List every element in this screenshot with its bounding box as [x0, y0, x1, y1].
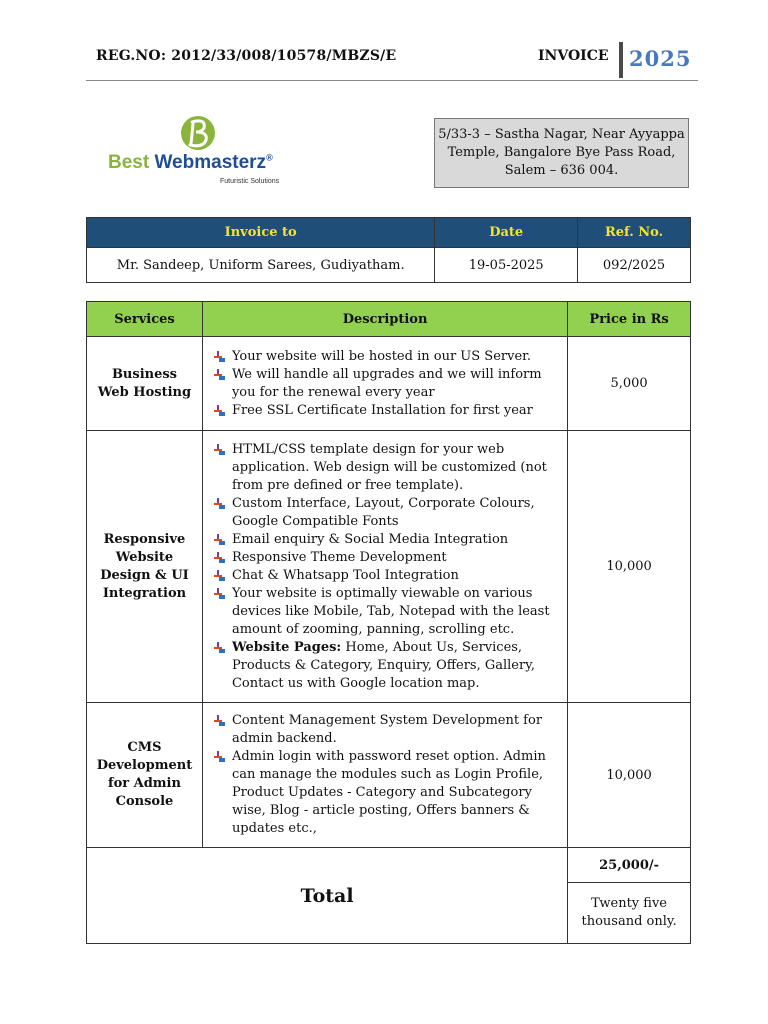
registration-number: REG.NO: 2012/33/008/10578/MBZS/E	[96, 48, 397, 64]
year-divider	[619, 42, 623, 78]
list-item: Custom Interface, Layout, Corporate Colours, Google Compatible Fonts	[214, 495, 558, 531]
list-item: We will handle all upgrades and we will inform you for the renewal every year	[214, 366, 558, 402]
service-description	[202, 703, 567, 848]
company-address: 5/33-3 – Sastha Nagar, Near Ayyappa Temple, Bangalore Bye Pass Road, Salem – 636 004.	[434, 118, 689, 188]
table-row	[87, 431, 691, 703]
service-name: Business Web Hosting	[87, 337, 203, 431]
service-price: 5,000	[568, 337, 691, 431]
logo-brand-name: Best Webmasterz®	[108, 152, 273, 173]
total-label: Total	[87, 848, 568, 944]
list-item: Website Pages: Home, About Us, Services, Products & Category, Enquiry, Offers, Gallery, Contact us with Google location map.	[214, 639, 558, 693]
list-item: Content Management System Development for admin backend.	[214, 712, 558, 748]
list-item: Chat & Whatsapp Tool Integration	[214, 567, 558, 585]
services-table	[86, 301, 691, 944]
total-row	[87, 848, 691, 883]
list-item: Free SSL Certificate Installation for first year	[214, 402, 558, 420]
date-header: Date	[435, 218, 578, 248]
invoice-to-header: Invoice to	[87, 218, 435, 248]
logo-b-icon	[178, 112, 218, 152]
ref-header: Ref. No.	[578, 218, 691, 248]
bullet-icon	[214, 751, 225, 762]
service-name: Responsive Website Design & UI Integration	[87, 431, 203, 703]
bullet-icon	[214, 444, 225, 455]
list-item: Email enquiry & Social Media Integration	[214, 531, 558, 549]
list-item: Responsive Theme Development	[214, 549, 558, 567]
invoice-year: 2025	[629, 46, 692, 71]
list-item: HTML/CSS template design for your web application. Web design will be customized (not from pre defined or free template).	[214, 441, 558, 495]
services-header: Services	[87, 302, 203, 337]
description-header: Description	[202, 302, 567, 337]
list-item: Your website is optimally viewable on various devices like Mobile, Tab, Notepad with the least amount of zooming, panning, scrolling etc.	[214, 585, 558, 639]
bullet-icon	[214, 715, 225, 726]
price-header: Price in Rs	[568, 302, 691, 337]
table-row	[87, 337, 691, 431]
bullet-icon	[214, 534, 225, 545]
total-in-words: Twenty five thousand only.	[568, 883, 691, 944]
date-value: 19-05-2025	[435, 248, 578, 283]
bullet-icon	[214, 570, 225, 581]
bullet-icon	[214, 498, 225, 509]
invoice-info-table	[86, 217, 691, 283]
total-amount: 25,000/-	[568, 848, 691, 883]
ref-value: 092/2025	[578, 248, 691, 283]
bullet-icon	[214, 588, 225, 599]
bullet-icon	[214, 351, 225, 362]
service-name: CMS Development for Admin Console	[87, 703, 203, 848]
list-item: Your website will be hosted in our US Server.	[214, 348, 558, 366]
list-item: Admin login with password reset option. Admin can manage the modules such as Login Profile, Product Updates - Category and Subcategory wise, Blog - article posting, Offers banners & updates etc.,	[214, 748, 558, 838]
bullet-icon	[214, 405, 225, 416]
document-label: INVOICE	[538, 48, 609, 64]
logo-tagline: Futuristic Solutions	[220, 178, 280, 185]
service-description	[202, 431, 567, 703]
service-price: 10,000	[568, 431, 691, 703]
bullet-icon	[214, 369, 225, 380]
bullet-icon	[214, 642, 225, 653]
bullet-icon	[214, 552, 225, 563]
invoice-to-value: Mr. Sandeep, Uniform Sarees, Gudiyatham.	[87, 248, 435, 283]
service-price: 10,000	[568, 703, 691, 848]
table-row	[87, 703, 691, 848]
invoice-header	[86, 40, 698, 81]
service-description	[202, 337, 567, 431]
website-pages-label: Website Pages:	[231, 639, 342, 655]
company-logo	[108, 112, 308, 192]
